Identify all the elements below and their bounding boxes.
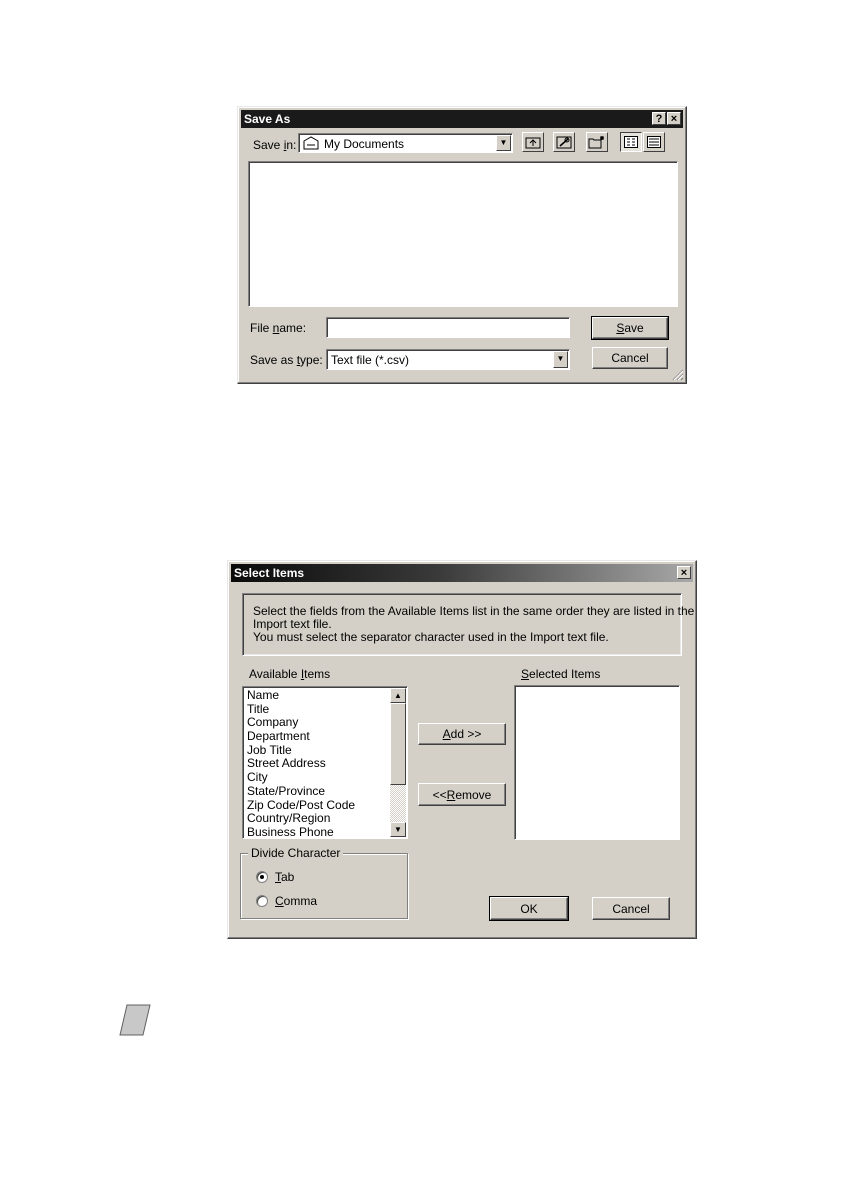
list-item[interactable]: Country/Region xyxy=(247,811,331,826)
details-view-icon xyxy=(647,136,661,148)
chevron-down-icon[interactable]: ▼ xyxy=(553,351,568,368)
list-item[interactable]: Street Address xyxy=(247,756,326,771)
create-new-folder-icon xyxy=(588,135,606,149)
comma-radio[interactable] xyxy=(256,895,268,907)
radio-selected-dot xyxy=(260,875,264,879)
save-in-dropdown[interactable] xyxy=(298,133,513,153)
scroll-down-arrow-icon[interactable]: ▼ xyxy=(390,822,406,837)
vertical-scrollbar[interactable] xyxy=(390,688,406,837)
save-as-type-dropdown[interactable] xyxy=(326,349,570,370)
list-view-icon xyxy=(624,136,638,148)
instructions-line-3: You must select the separator character used in the Import text file. xyxy=(253,630,609,644)
save-as-type-value: Text file (*.csv) xyxy=(331,353,410,367)
select-items-title: Select Items xyxy=(234,566,305,580)
list-item[interactable]: Zip Code/Post Code xyxy=(247,797,356,812)
select-items-titlebar[interactable] xyxy=(231,564,693,582)
list-item[interactable]: Business Phone xyxy=(247,824,334,839)
save-as-type-label: Save as type: xyxy=(250,353,323,367)
list-item[interactable]: Job Title xyxy=(247,742,292,757)
create-new-folder-button[interactable] xyxy=(586,132,608,152)
available-items-label: Available Items xyxy=(249,667,331,681)
list-item[interactable]: City xyxy=(247,770,268,785)
list-item[interactable]: Department xyxy=(247,729,310,744)
go-to-desktop-icon xyxy=(556,135,572,149)
go-to-desktop-button[interactable] xyxy=(553,132,575,152)
remove-button[interactable]: << R emove xyxy=(418,783,506,806)
scroll-thumb[interactable] xyxy=(390,703,406,785)
list-view-button[interactable] xyxy=(620,132,642,152)
list-item[interactable]: Name xyxy=(247,688,280,702)
save-in-value: My Documents xyxy=(324,137,405,151)
close-button[interactable]: × xyxy=(677,566,691,579)
close-button[interactable]: × xyxy=(667,112,681,125)
up-one-level-button[interactable] xyxy=(522,132,544,152)
save-as-titlebar[interactable] xyxy=(241,110,683,128)
save-button[interactable]: S ave xyxy=(592,317,668,339)
folder-icon xyxy=(303,136,319,153)
instructions-line-2: Import text file. xyxy=(253,617,332,631)
scroll-up-arrow-icon[interactable]: ▲ xyxy=(390,688,406,703)
tab-radio[interactable] xyxy=(256,871,268,883)
resize-grip-icon[interactable] xyxy=(670,367,684,381)
add-button[interactable]: A dd >> xyxy=(418,723,506,745)
instructions-box xyxy=(242,593,695,656)
selected-items-list[interactable] xyxy=(514,685,680,840)
cancel-button[interactable]: Cancel xyxy=(592,347,668,369)
note-icon xyxy=(117,1002,153,1038)
save-as-title: Save As xyxy=(244,112,291,126)
selected-items-label: Selected Items xyxy=(521,667,601,681)
save-in-label: Save in: xyxy=(253,138,297,152)
cancel-button[interactable]: Cancel xyxy=(592,897,670,920)
divide-character-label: Divide Character xyxy=(248,846,343,860)
instructions-line-1: Select the fields from the Available Items list in the same order they are listed in the xyxy=(253,604,695,618)
details-view-button[interactable] xyxy=(643,132,665,152)
ok-button[interactable]: OK xyxy=(490,897,568,920)
available-items-list[interactable] xyxy=(242,686,408,839)
help-button[interactable]: ? xyxy=(652,112,666,125)
list-item[interactable]: State/Province xyxy=(247,783,326,798)
file-name-input[interactable] xyxy=(326,317,570,338)
file-name-label: File name: xyxy=(250,321,307,335)
available-items-container xyxy=(244,689,389,839)
tab-option-label[interactable]: Tab xyxy=(275,870,295,884)
divide-character-group xyxy=(240,853,408,919)
comma-option-label[interactable]: Comma xyxy=(275,894,318,908)
list-item[interactable]: Title xyxy=(247,701,270,716)
file-list-area[interactable] xyxy=(248,161,678,307)
list-item[interactable]: Company xyxy=(247,715,299,730)
up-one-level-icon xyxy=(525,135,541,149)
chevron-down-icon[interactable]: ▼ xyxy=(496,135,511,151)
